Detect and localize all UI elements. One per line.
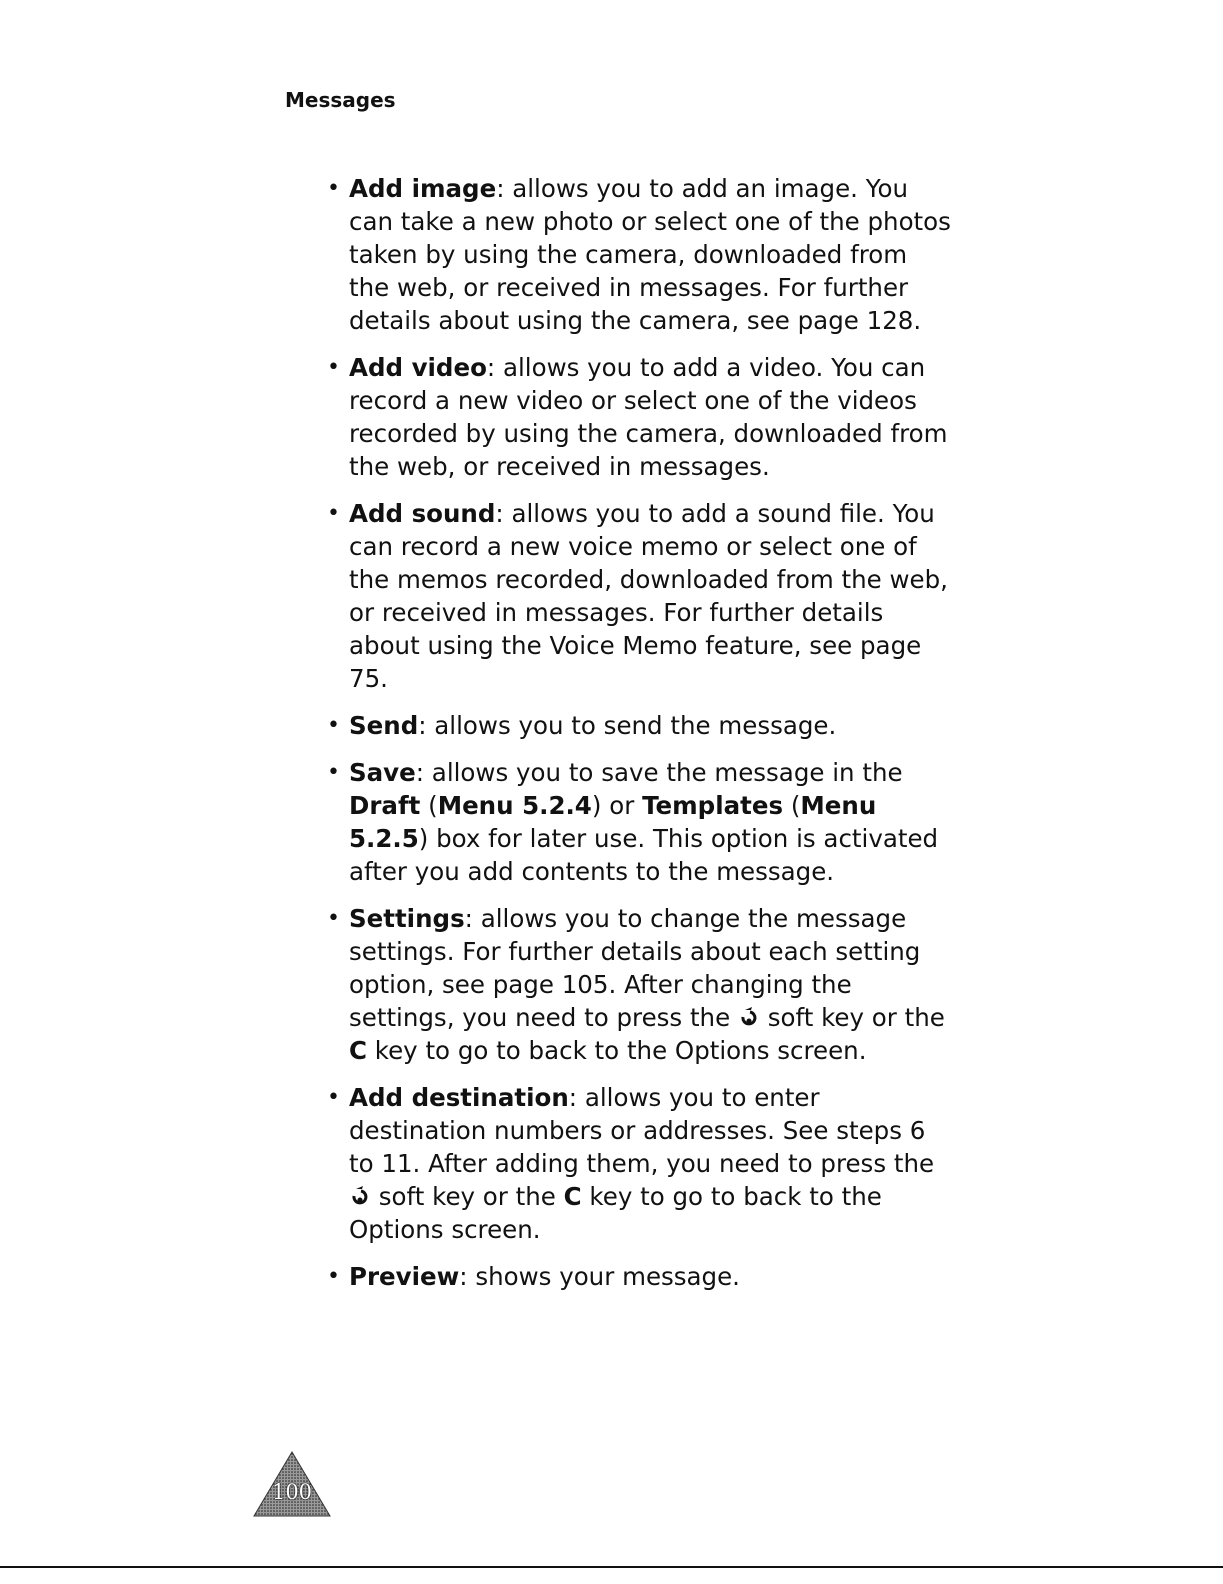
- description: key to go to back to the Options screen.: [366, 1036, 867, 1065]
- description: ) box for later use. This option is activated after you add contents to the message.: [349, 824, 939, 886]
- description: : allows you to add a video. You can record a new video or select one of the videos recorded by using the camera, downloaded from the web, or received in messages.: [349, 353, 948, 481]
- back-soft-key-icon: [351, 1185, 369, 1207]
- list-item-add-video: [325, 351, 955, 483]
- c-key-label: C: [349, 1036, 367, 1065]
- bullet-icon: •: [327, 176, 340, 201]
- bullet-icon: •: [327, 760, 340, 785]
- description: : allows you to add an image. You can take a new photo or select one of the photos taken by using the camera, downloaded from the web, or received in messages. For further details about using the camera, see page 128.: [349, 174, 951, 335]
- term: Save: [349, 758, 416, 787]
- bullet-icon: •: [327, 355, 340, 380]
- description: soft key or the: [759, 1003, 945, 1032]
- term: Add sound: [349, 499, 496, 528]
- description: : allows you to enter destination numbers or addresses. See steps 6 to 11. After adding them, you need to press the: [349, 1083, 935, 1178]
- description: soft key or the: [371, 1182, 564, 1211]
- term: Add destination: [349, 1083, 569, 1112]
- description: (: [420, 791, 438, 820]
- description: : allows you to change the message settings. For further details about each setting option, see page 105. After changing the settings, you need to press the: [349, 904, 921, 1032]
- templates-label: Templates: [642, 791, 784, 820]
- description: ) or: [591, 791, 643, 820]
- bottom-rule: [0, 1566, 1223, 1568]
- list-item-add-destination: [325, 1081, 955, 1246]
- description: : shows your message.: [459, 1262, 740, 1291]
- bullet-icon: •: [327, 501, 340, 526]
- page-number-marker: [252, 1450, 332, 1518]
- list-item-send: [325, 709, 955, 742]
- back-soft-key-icon: [740, 1006, 758, 1028]
- description: (: [783, 791, 801, 820]
- description: : allows you to save the message in the: [415, 758, 903, 787]
- term: Send: [349, 711, 419, 740]
- list-item-save: [325, 756, 955, 888]
- c-key-label: C: [563, 1182, 582, 1211]
- list-item-settings: [325, 902, 955, 1067]
- draft-label: Draft: [349, 791, 421, 820]
- bullet-icon: •: [327, 1264, 340, 1289]
- list-item-add-image: [325, 172, 955, 337]
- term: Add image: [349, 174, 497, 203]
- bullet-icon: •: [327, 713, 340, 738]
- bullet-icon: •: [327, 906, 340, 931]
- list-item-preview: [325, 1260, 955, 1293]
- description: : allows you to send the message.: [418, 711, 837, 740]
- term: Add video: [349, 353, 487, 382]
- menu-reference: Menu 5.2.4: [437, 791, 592, 820]
- page-number: 100: [271, 1480, 313, 1504]
- menu-reference: Menu 5.2.5: [349, 791, 877, 853]
- description: : allows you to add a sound file. You can record a new voice memo or select one of the memos recorded, downloaded from the web, or received in messages. For further details about using the Voice Memo feature, see page 75.: [349, 499, 948, 693]
- bullet-icon: •: [327, 1085, 340, 1110]
- options-list: [325, 172, 955, 1307]
- list-item-add-sound: [325, 497, 955, 695]
- running-header: Messages: [285, 88, 396, 112]
- term: Settings: [349, 904, 465, 933]
- term: Preview: [349, 1262, 460, 1291]
- description: key to go to back to the Options screen.: [349, 1182, 882, 1244]
